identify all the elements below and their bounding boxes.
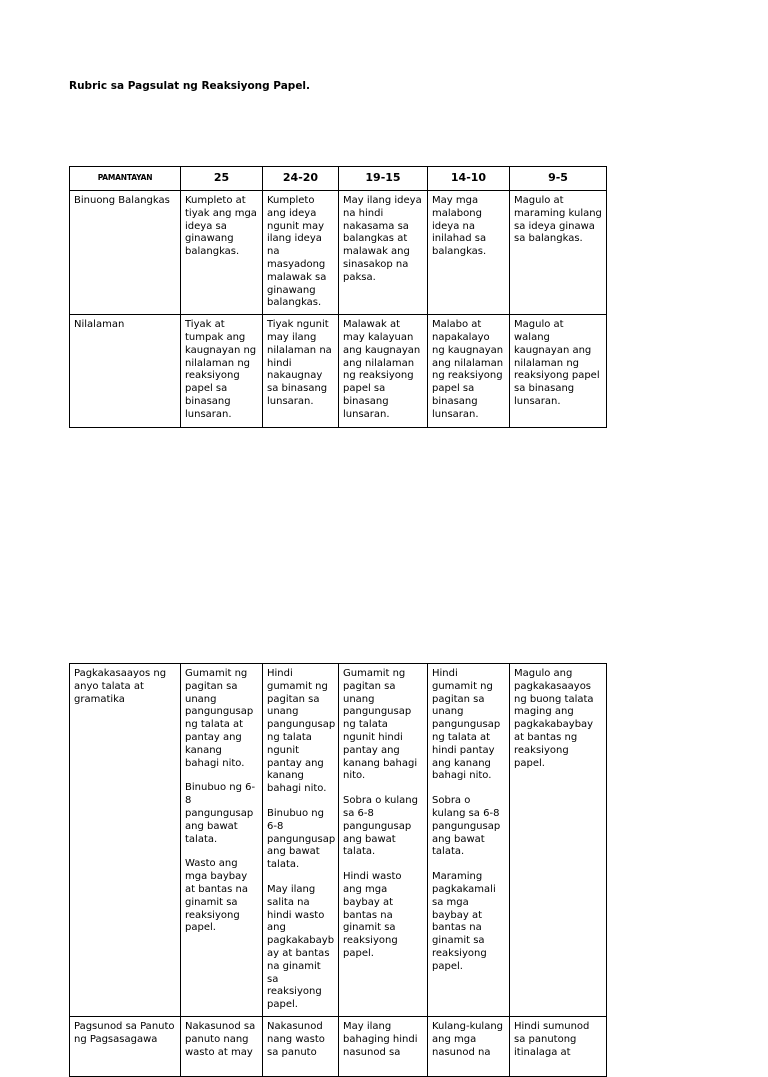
descriptor-paragraph: Sobra o kulang sa 6-8 pangungusap ang bawat talata.	[432, 795, 501, 858]
descriptor-cell: Magulo at walang kaugnayan ang nilalaman ng reaksiyong papel sa binasang lunsaran.	[510, 315, 607, 428]
descriptor-cell: Malawak at may kalayuan ang kaugnayan ang nilalaman ng reaksiyong papel sa binasang lunsaran.	[339, 315, 428, 428]
criterion-cell: Pagsunod sa Panuto ng Pagsasagawa	[70, 1016, 181, 1076]
rubric-table-2	[69, 663, 607, 1077]
descriptor-cell: Hindi sumunod sa panutong itinalaga at	[510, 1016, 607, 1076]
descriptor-paragraph: Binubuo ng 6-8 pangungusap ang bawat talata.	[185, 782, 256, 845]
score-header-25: 25	[181, 167, 263, 191]
descriptor-paragraph: Maraming pagkakamali sa mga baybay at bantas na ginamit sa reaksiyong papel.	[432, 871, 496, 972]
table-row	[70, 191, 607, 315]
descriptor-cell	[339, 664, 428, 1017]
table-row	[70, 664, 607, 1017]
descriptor-cell: Tiyak at tumpak ang kaugnayan ng nilalaman ng reaksiyong papel sa binasang lunsaran.	[181, 315, 263, 428]
table-row	[70, 1016, 607, 1076]
descriptor-cell	[263, 664, 339, 1017]
descriptor-cell: Tiyak ngunit may ilang nilalaman na hindi nakaugnay sa binasang lunsaran.	[263, 315, 339, 428]
descriptor-paragraph: Gumamit ng pagitan sa unang pangungusap ng talata ngunit hindi pantay ang kanang bahagi nito.	[343, 668, 418, 782]
descriptor-cell: May ilang ideya na hindi nakasama sa balangkas at malawak ang sinasakop na paksa.	[339, 191, 428, 315]
table-row	[70, 315, 607, 428]
document-title: Rubric sa Pagsulat ng Reaksiyong Papel.	[69, 80, 311, 92]
descriptor-cell: Nakasunod sa panuto nang wasto at may	[181, 1016, 263, 1076]
score-header-24-20: 24-20	[263, 167, 339, 191]
criteria-header: PAMANTAYAN	[70, 167, 181, 191]
descriptor-paragraph: Magulo ang pagkakasaayos ng buong talata maging ang pagkakabaybay at bantas ng reaksiyong papel.	[514, 668, 594, 769]
descriptor-cell: May ilang bahaging hindi nasunod sa	[339, 1016, 428, 1076]
score-header-19-15: 19-15	[339, 167, 428, 191]
criterion-cell: Binuong Balangkas	[70, 191, 181, 315]
descriptor-paragraph: Binubuo ng 6-8 pangungusap ang bawat talata.	[267, 807, 336, 871]
descriptor-paragraph: Hindi gumamit ng pagitan sa unang pangungusap ng talata at hindi pantay ang kanang bahagi nito.	[432, 668, 501, 782]
descriptor-paragraph: Gumamit ng pagitan sa unang pangungusap ng talata at pantay ang kanang bahagi nito.	[185, 668, 254, 769]
descriptor-cell: Kulang-kulang ang mga nasunod na	[428, 1016, 510, 1076]
descriptor-cell: May mga malabong ideya na inilahad sa balangkas.	[428, 191, 510, 315]
criterion-cell: Pagkakasaayos ng anyo talata at gramatika	[70, 664, 181, 1017]
descriptor-cell: Kumpleto ang ideya ngunit may ilang ideya na masyadong malawak sa ginawang balangkas.	[263, 191, 339, 315]
descriptor-paragraph: Sobra o kulang sa 6-8 pangungusap ang bawat talata.	[343, 795, 418, 858]
descriptor-paragraph: May ilang salita na hindi wasto ang pagkakabayb ay at bantas na ginamit sa reaksiyong papel.	[267, 883, 335, 1011]
descriptor-cell	[428, 664, 510, 1017]
criterion-cell: Nilalaman	[70, 315, 181, 428]
descriptor-cell: Nakasunod nang wasto sa panuto	[263, 1016, 339, 1076]
descriptor-cell: Magulo at maraming kulang sa ideya ginawa sa balangkas.	[510, 191, 607, 315]
score-header-14-10: 14-10	[428, 167, 510, 191]
descriptor-cell: Kumpleto at tiyak ang mga ideya sa ginawang balangkas.	[181, 191, 263, 315]
descriptor-cell	[510, 664, 607, 1017]
score-header-9-5: 9-5	[510, 167, 607, 191]
descriptor-cell	[181, 664, 263, 1017]
rubric-table-1	[69, 166, 607, 428]
descriptor-paragraph: Wasto ang mga baybay at bantas na ginamit sa reaksiyong papel.	[185, 858, 248, 934]
descriptor-cell: Malabo at napakalayo ng kaugnayan ang nilalaman ng reaksiyong papel sa binasang lunsaran.	[428, 315, 510, 428]
descriptor-paragraph: Hindi wasto ang mga baybay at bantas na ginamit sa reaksiyong papel.	[343, 871, 402, 959]
descriptor-paragraph: Hindi gumamit ng pagitan sa unang pangungusap ng talata ngunit pantay ang kanang bahagi nito.	[267, 668, 336, 795]
header-row	[70, 167, 607, 191]
